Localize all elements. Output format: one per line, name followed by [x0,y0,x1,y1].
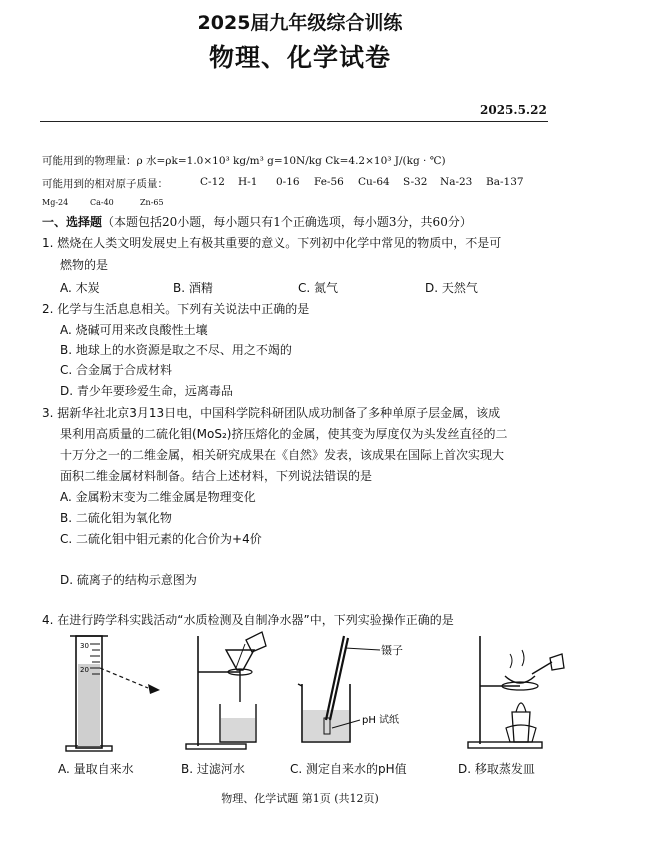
q3-option-a[interactable]: A. 金属粉末变为二维金属是物理变化 [60,490,256,504]
ph-paper-label: pH 试纸 [362,715,400,726]
q1-option-b[interactable]: B. 酒精 [173,281,213,295]
atom-mass-ca: Ca-40 [90,198,114,207]
chem-constants-label: 可能用到的相对原子质量： [42,178,168,190]
atom-mass-cu: Cu-64 [358,176,390,188]
q4-option-a[interactable]: A. 量取自来水 [58,762,134,776]
q4-option-b[interactable]: B. 过滤河水 [181,762,245,776]
cyl-tick-30: 30 [80,642,89,650]
q1-option-d[interactable]: D. 天然气 [425,281,478,295]
atom-mass-ba: Ba-137 [486,176,524,188]
q1-stem-line1: 1. 燃烧在人类文明发展史上有极其重要的意义。下列初中化学中常见的物质中，不是可 [42,236,502,250]
filtration-figure [186,632,266,749]
q2-option-b[interactable]: B. 地球上的水资源是取之不尽、用之不竭的 [60,343,292,357]
q3-option-d[interactable]: D. 硫离子的结构示意图为 [60,573,197,587]
section-heading [42,213,472,230]
q1-option-a[interactable]: A. 木炭 [60,281,100,295]
tweezers-label: 镊子 [381,644,403,657]
q4-option-d[interactable]: D. 移取蒸发皿 [458,762,535,776]
atom-mass-c: C-12 [200,176,225,188]
q1-stem-line2: 燃物的是 [60,258,109,272]
exam-date: 2025.5.22 [480,103,547,117]
header-divider [40,121,548,122]
atom-mass-s: S-32 [403,176,428,188]
q2-option-d[interactable]: D. 青少年要珍爱生命，远离毒品 [60,384,233,398]
atom-mass-na: Na-23 [440,176,473,188]
atom-mass-mg: Mg-24 [42,198,69,207]
q3-stem-line3: 十万分之一的二维金属，相关研究成果在《自然》发表，该成果在国际上首次实现大 [60,448,505,462]
atom-mass-zn: Zn-65 [140,198,164,207]
q2-option-a[interactable]: A. 烧碱可用来改良酸性土壤 [60,323,208,337]
q4-figures [40,628,600,758]
section-note: （本题包括20小题，每小题只有1个正确选项，每小题3分，共60分） [102,215,472,229]
title-line-2: 物理、化学试卷 [208,43,391,72]
q2-option-c[interactable]: C. 合金属于合成材料 [60,363,173,377]
q1-option-c[interactable]: C. 氮气 [298,281,339,295]
ph-test-figure [298,636,403,742]
atom-mass-h: H-1 [238,176,258,188]
title-line-1: 2025届九年级综合训练 [197,12,403,34]
atom-mass-fe: Fe-56 [314,176,344,188]
q4-stem: 4. 在进行跨学科实践活动“水质检测及自制净水器”中，下列实验操作正确的是 [42,613,454,627]
q3-stem-line1: 3. 据新华社北京3月13日电，中国科学院科研团队成功制备了多种单原子层金属，该成 [42,406,501,420]
physics-constants: 可能用到的物理量：ρ 水=ρk=1.0×10³ kg/m³ g=10N/kg Ck=4.2×10³ J/(kg · ℃) [42,155,446,167]
graduated-cylinder-figure [66,636,160,751]
page-footer: 物理、化学试题 第1页 (共12页) [221,792,379,805]
q3-option-b[interactable]: B. 二硫化钼为氧化物 [60,511,172,525]
atom-mass-o: 0-16 [276,176,300,188]
q4-option-c[interactable]: C. 测定自来水的pH值 [290,762,407,776]
q3-stem-line4: 面积二维金属材料制备。结合上述材料，下列说法错误的是 [60,469,373,483]
q2-stem: 2. 化学与生活息息相关。下列有关说法中正确的是 [42,302,310,316]
q3-stem-line2: 果利用高质量的二硫化钼(MoS₂)挤压熔化的金属，使其变为厚度仅为头发丝直径的二 [60,427,508,441]
cyl-tick-20: 20 [80,666,89,674]
q3-option-c[interactable]: C. 二硫化钼中钼元素的化合价为+4价 [60,532,262,546]
section-title: 一、选择题 [42,215,103,229]
evaporation-figure [468,636,564,748]
